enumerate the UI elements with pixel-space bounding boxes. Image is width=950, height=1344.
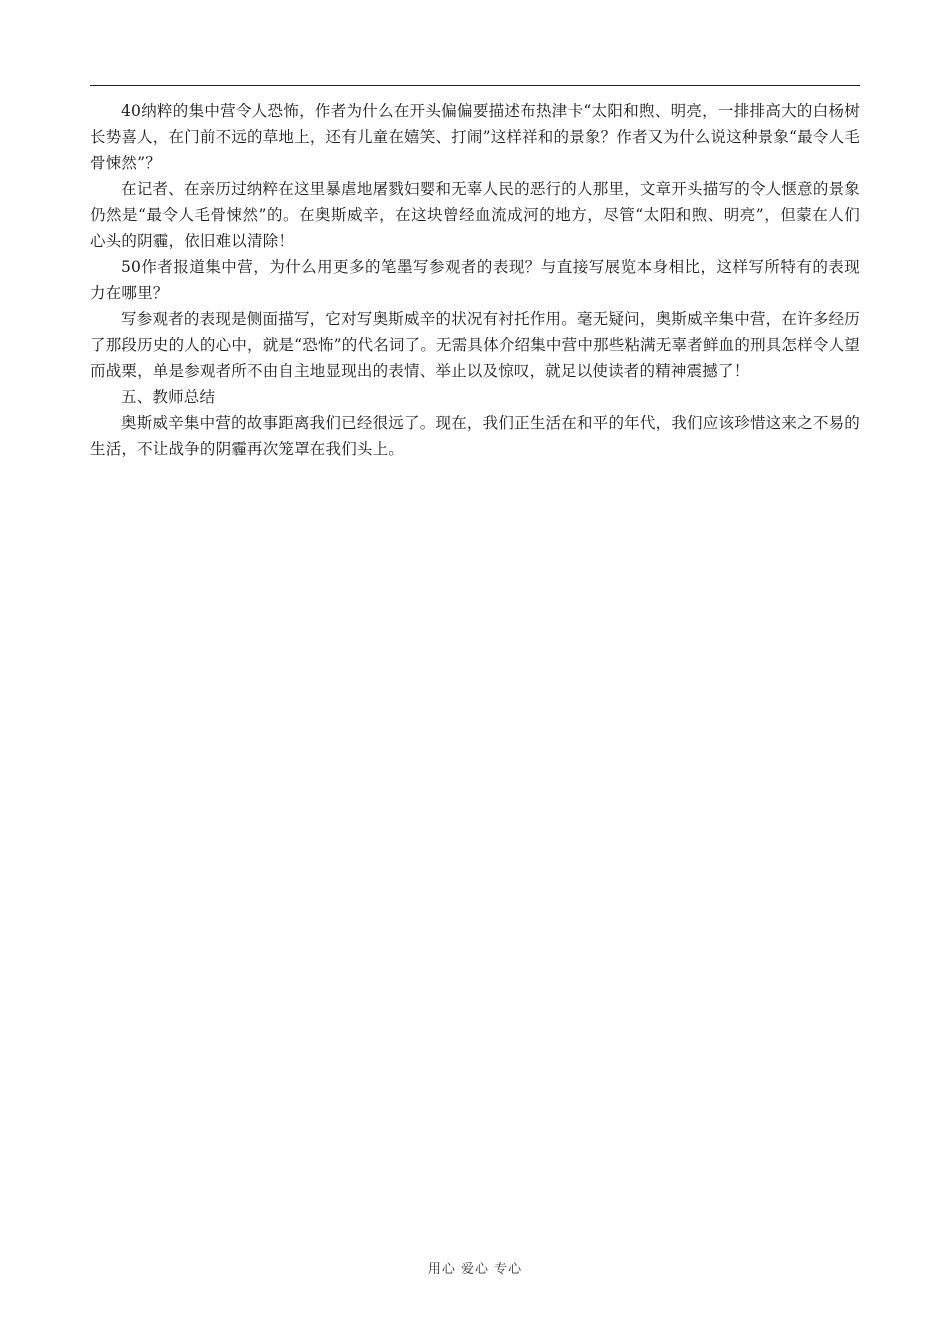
answer-50: 写参观者的表现是侧面描写，它对写奥斯威辛的状况有衬托作用。毫无疑问，奥斯威辛集中营，在许多经历了那段历史的人的心中，就是“恐怖”的代名词了。无需具体介绍集中营中那些粘满无辜者鲜血的刑具怎样令人望而战栗，单是参观者所不由自主地显现出的表情、举止以及惊叹，就足以使读者的精神震撼了！ [90, 310, 860, 380]
question-50: 50作者报道集中营，为什么用更多的笔墨写参观者的表现？与直接写展览本身相比，这样写所特有的表现力在哪里？ [90, 258, 860, 302]
question-40: 40纳粹的集中营令人恐怖，作者为什么在开头偏偏要描述布热津卡“太阳和煦、明亮，一排排高大的白杨树长势喜人，在门前不远的草地上，还有儿童在嬉笑、打闹”这样祥和的景象？作者又为什么说这种景象“最令人毛骨悚然”？ [90, 102, 860, 172]
document-body [90, 98, 860, 462]
section-heading-teacher-summary: 五、教师总结 [121, 388, 216, 406]
page-footer: 用心 爱心 专心 [427, 1262, 523, 1277]
answer-40: 在记者、在亲历过纳粹在这里暴虐地屠戮妇婴和无辜人民的恶行的人那里，文章开头描写的令人惬意的景象仍然是“最令人毛骨悚然”的。在奥斯威辛，在这块曾经血流成河的地方，尽管“太阳和煦、明亮”，但蒙在人们心头的阴霾，依旧难以清除！ [90, 180, 860, 250]
teacher-summary-text: 奥斯威辛集中营的故事距离我们已经很远了。现在，我们正生活在和平的年代，我们应该珍惜这来之不易的生活，不让战争的阴霾再次笼罩在我们头上。 [90, 414, 860, 458]
header-rule [90, 85, 860, 86]
